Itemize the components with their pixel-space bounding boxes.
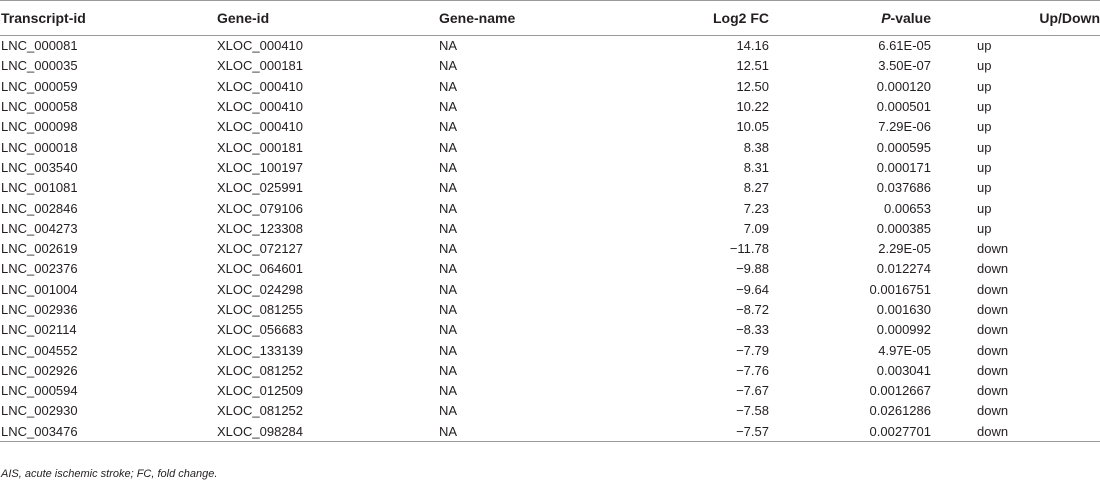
header-gene-name: Gene-name [439, 1, 619, 36]
table-row [0, 178, 1100, 198]
table-footnote: AIS, acute ischemic stroke; FC, fold change. [1, 468, 218, 480]
cell-gene-name: NA [439, 241, 458, 257]
cell-up-down: up [977, 78, 992, 94]
cell-p-value: 3.50E-07 [878, 58, 931, 74]
table-row [0, 76, 1100, 96]
cell-transcript-id: LNC_001081 [1, 180, 78, 196]
cell-gene-id: XLOC_000181 [217, 58, 304, 74]
table-row [0, 320, 1100, 340]
table-header [0, 1, 1100, 36]
cell-gene-name: NA [439, 78, 458, 94]
table-row [0, 299, 1100, 319]
cell-log2fc: −7.57 [619, 421, 769, 441]
cell-up-down: down [977, 383, 1009, 399]
header-transcript-id: Transcript-id [0, 1, 217, 36]
table-row [0, 279, 1100, 299]
cell-p-value: 0.037686 [876, 180, 931, 196]
cell-up-down: up [977, 119, 992, 135]
cell-transcript-id: LNC_000081 [1, 38, 78, 54]
cell-transcript-id: LNC_002376 [1, 261, 78, 277]
cell-log2fc: 12.50 [736, 78, 769, 94]
header-up-down: Up/Down [977, 1, 1100, 36]
cell-transcript-id: LNC_000059 [1, 78, 78, 94]
cell-log2fc: −7.67 [736, 383, 769, 399]
cell-log2fc: 8.27 [743, 180, 769, 196]
cell-transcript-id: LNC_002936 [1, 302, 78, 317]
cell-gene-id: XLOC_098284 [217, 421, 439, 441]
cell-up-down: up [977, 38, 992, 54]
cell-transcript-id: LNC_002846 [1, 200, 78, 216]
cell-log2fc: −7.76 [736, 362, 769, 378]
cell-p-value: 0.0012667 [869, 383, 931, 399]
cell-up-down: up [977, 139, 992, 155]
cell-log2fc: 8.38 [743, 139, 769, 155]
cell-gene-name: NA [439, 383, 458, 399]
cell-gene-id: XLOC_024298 [217, 281, 304, 297]
cell-gene-id: XLOC_000181 [217, 139, 304, 155]
table-row [0, 421, 1100, 441]
cell-up-down: down [977, 421, 1100, 441]
header-log2fc: Log2 FC [619, 1, 769, 36]
cell-up-down: up [977, 180, 992, 196]
cell-log2fc: 10.05 [736, 119, 769, 135]
table-row [0, 198, 1100, 218]
cell-gene-name: NA [439, 362, 458, 378]
cell-up-down: up [977, 159, 992, 175]
cell-gene-name: NA [439, 322, 458, 338]
cell-up-down: up [977, 220, 992, 236]
cell-log2fc: 7.09 [743, 220, 769, 236]
cell-transcript-id: LNC_002114 [1, 322, 77, 338]
cell-gene-name: NA [439, 58, 458, 74]
table-row [0, 117, 1100, 137]
cell-gene-name: NA [439, 180, 458, 196]
cell-p-value: 0.000120 [876, 78, 931, 94]
cell-log2fc: −8.33 [736, 322, 769, 338]
cell-gene-id: XLOC_081255 [217, 302, 304, 317]
cell-p-value: 0.000595 [876, 139, 931, 155]
cell-gene-name: NA [439, 99, 458, 115]
cell-p-value: 0.001630 [876, 302, 931, 317]
cell-p-value: 0.0016751 [869, 281, 931, 297]
cell-transcript-id: LNC_001004 [1, 281, 78, 297]
cell-p-value: 0.000171 [876, 159, 931, 175]
cell-gene-id: XLOC_064601 [217, 261, 304, 277]
cell-p-value: 2.29E-05 [878, 241, 931, 257]
cell-log2fc: 8.31 [743, 159, 769, 175]
cell-gene-id: XLOC_072127 [217, 241, 304, 257]
table-row [0, 360, 1100, 380]
cell-gene-name: NA [439, 159, 458, 175]
table-row [0, 218, 1100, 238]
cell-gene-id: XLOC_079106 [217, 200, 304, 216]
cell-gene-id: XLOC_000410 [217, 99, 304, 115]
cell-up-down: down [977, 342, 1009, 358]
cell-log2fc: 7.23 [743, 200, 769, 216]
cell-up-down: up [977, 99, 992, 115]
cell-gene-name: NA [439, 261, 458, 277]
cell-gene-name: NA [439, 281, 458, 297]
cell-p-value: 0.0027701 [769, 421, 977, 441]
cell-transcript-id: LNC_000018 [1, 139, 78, 155]
cell-gene-id: XLOC_081252 [217, 403, 304, 419]
cell-gene-id: XLOC_000410 [217, 38, 304, 54]
cell-p-value: 7.29E-06 [878, 119, 931, 135]
header-p-suffix: -value [890, 10, 931, 26]
cell-gene-id: XLOC_000410 [217, 78, 304, 94]
cell-p-value: 0.003041 [876, 362, 931, 378]
cell-gene-id: XLOC_056683 [217, 322, 304, 338]
cell-p-value: 0.00653 [884, 200, 931, 216]
cell-transcript-id: LNC_002930 [1, 403, 78, 419]
cell-up-down: up [977, 58, 992, 74]
cell-gene-name: NA [439, 200, 458, 216]
cell-transcript-id: LNC_003476 [0, 421, 217, 441]
table-row [0, 259, 1100, 279]
cell-p-value: 0.000501 [876, 99, 931, 115]
table-row [0, 340, 1100, 360]
cell-gene-name: NA [439, 119, 458, 135]
cell-log2fc: 10.22 [736, 99, 769, 115]
header-row [0, 1, 1100, 36]
header-gene-id: Gene-id [217, 1, 439, 36]
cell-gene-name: NA [439, 403, 458, 419]
cell-p-value: 0.000992 [876, 322, 931, 338]
table-row [0, 381, 1100, 401]
cell-up-down: down [977, 403, 1009, 419]
cell-gene-id: XLOC_012509 [217, 383, 304, 399]
cell-log2fc: −7.79 [736, 342, 769, 358]
cell-log2fc: 14.16 [736, 38, 769, 54]
cell-gene-id: XLOC_081252 [217, 362, 304, 378]
cell-up-down: up [977, 200, 992, 216]
cell-log2fc: 12.51 [736, 58, 769, 74]
table-row [0, 238, 1100, 258]
cell-transcript-id: LNC_000058 [1, 99, 78, 115]
cell-gene-name: NA [439, 139, 458, 155]
cell-log2fc: −8.72 [736, 302, 769, 317]
table-row [0, 401, 1100, 421]
cell-gene-id: XLOC_000410 [217, 119, 304, 135]
cell-log2fc: −7.58 [736, 403, 769, 419]
cell-transcript-id: LNC_000594 [1, 383, 78, 399]
header-p-italic: P [881, 10, 891, 26]
table-body [0, 36, 1100, 442]
cell-up-down: down [977, 322, 1009, 338]
cell-transcript-id: LNC_000035 [1, 58, 78, 74]
table-row [0, 56, 1100, 76]
table-row [0, 157, 1100, 177]
cell-gene-name: NA [439, 342, 458, 358]
cell-transcript-id: LNC_003540 [1, 159, 78, 175]
cell-gene-id: XLOC_133139 [217, 342, 304, 358]
cell-transcript-id: LNC_004552 [1, 342, 78, 358]
cell-up-down: down [977, 261, 1009, 277]
cell-gene-id: XLOC_100197 [217, 159, 304, 175]
cell-gene-id: XLOC_025991 [217, 180, 304, 196]
cell-transcript-id: LNC_000098 [1, 119, 78, 135]
cell-up-down: down [977, 281, 1009, 297]
cell-up-down: down [977, 302, 1009, 317]
table-row [0, 36, 1100, 56]
cell-p-value: 4.97E-05 [878, 342, 931, 358]
cell-gene-name: NA [439, 421, 619, 441]
cell-p-value: 0.0261286 [869, 403, 931, 419]
cell-transcript-id: LNC_002926 [1, 362, 78, 378]
cell-up-down: down [977, 362, 1009, 378]
table-row [0, 96, 1100, 116]
cell-gene-name: NA [439, 302, 458, 317]
cell-p-value: 0.000385 [876, 220, 931, 236]
cell-up-down: down [977, 241, 1009, 257]
header-p-value [769, 1, 977, 36]
cell-log2fc: −9.88 [736, 261, 769, 277]
cell-transcript-id: LNC_002619 [1, 241, 78, 257]
cell-gene-name: NA [439, 38, 458, 54]
cell-gene-id: XLOC_123308 [217, 220, 304, 236]
cell-log2fc: −9.64 [736, 281, 769, 297]
cell-gene-name: NA [439, 220, 458, 236]
cell-log2fc: −11.78 [729, 241, 769, 257]
cell-p-value: 0.012274 [876, 261, 931, 277]
table-row [0, 137, 1100, 157]
cell-p-value: 6.61E-05 [878, 38, 931, 54]
cell-transcript-id: LNC_004273 [1, 220, 78, 236]
